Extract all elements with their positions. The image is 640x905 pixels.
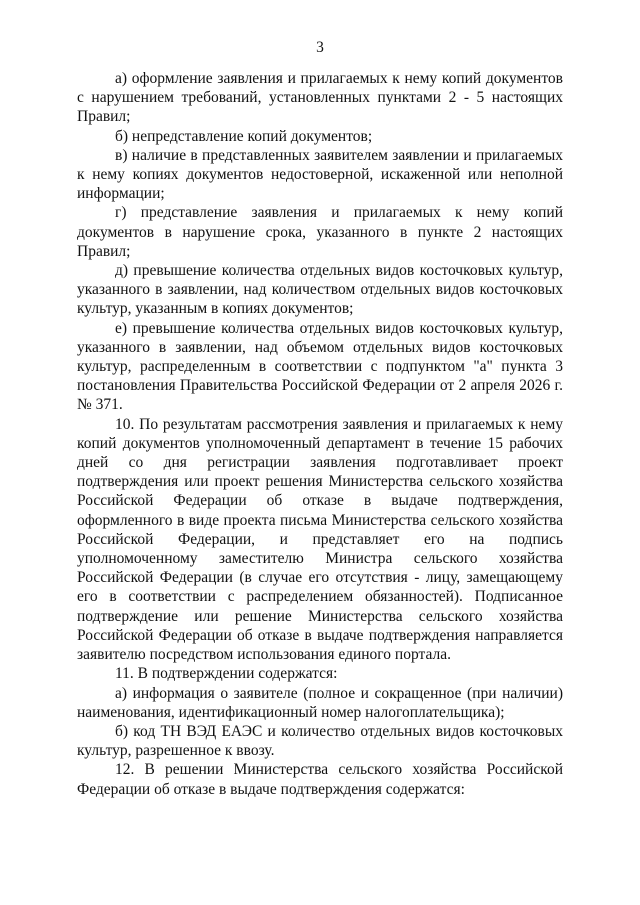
paragraph-section-10: 10. По результатам рассмотрения заявления и прилагаемых к нему копий документов уполномоченный департамент в течение 15 рабочих дней со дня регистрации заявления подготавливает проект подтверждения или проект решения Министерства сельского хозяйства Российской Федерации об отказе в выдаче подтверждения, оформленного в виде проекта письма Министерства сельского хозяйства Российской Федерации, и представляет его на подпись уполномоченному заместителю Министра сельского хозяйства Российской Федерации (в случае его отсутствия - лицу, замещающему его в соответствии с распределением обязанностей). Подписанное подтверждение или решение Министерства сельского хозяйства Российской Федерации об отказе в выдаче подтверждения направляется заявителю посредством использования единого портала. (77, 415, 563, 664)
document-body (77, 69, 563, 799)
paragraph-section-11-b: б) код ТН ВЭД ЕАЭС и количество отдельных видов косточковых культур, разрешенное к ввозу. (77, 722, 563, 760)
paragraph-section-11-a: а) информация о заявителе (полное и сокращенное (при наличии) наименования, идентификационный номер налогоплательщика); (77, 684, 563, 721)
paragraph-clause-e-volume-excess: е) превышение количества отдельных видов косточковых культур, указанного в заявлении, над объемом отдельных видов косточковых культур, распределенным в соответствии с подпунктом "а" пункта 3 постановления Правительства Российской Федерации от 2 апреля 2026 г. № 371. (77, 319, 563, 414)
paragraph-section-12: 12. В решении Министерства сельского хозяйства Российской Федерации об отказе в выдаче подтверждения содержатся: (77, 761, 563, 798)
paragraph-clause-v-inaccurate-info: в) наличие в представленных заявителем заявлении и прилагаемых к нему копиях документов недостоверной, искаженной или неполной информации; (77, 146, 563, 203)
paragraph-clause-b-nonsubmission: б) непредставление копий документов; (115, 127, 373, 145)
page-number: 3 (316, 39, 324, 56)
paragraph-clause-a-format: а) оформление заявления и прилагаемых к нему копий документов с нарушением требований, установленных пунктами 2 - 5 настоящих Правил; (77, 70, 563, 126)
paragraph-clause-g-deadline: г) представление заявления и прилагаемых к нему копий документов в нарушение срока, указанного в пункте 2 настоящих Правил; (77, 204, 563, 260)
paragraph-section-11: 11. В подтверждении содержатся: (115, 665, 338, 683)
paragraph-clause-d-quantity-excess: д) превышение количества отдельных видов косточковых культур, указанного в заявлении, над количеством отдельных видов косточковых культур, указанным в копиях документов; (77, 262, 563, 318)
